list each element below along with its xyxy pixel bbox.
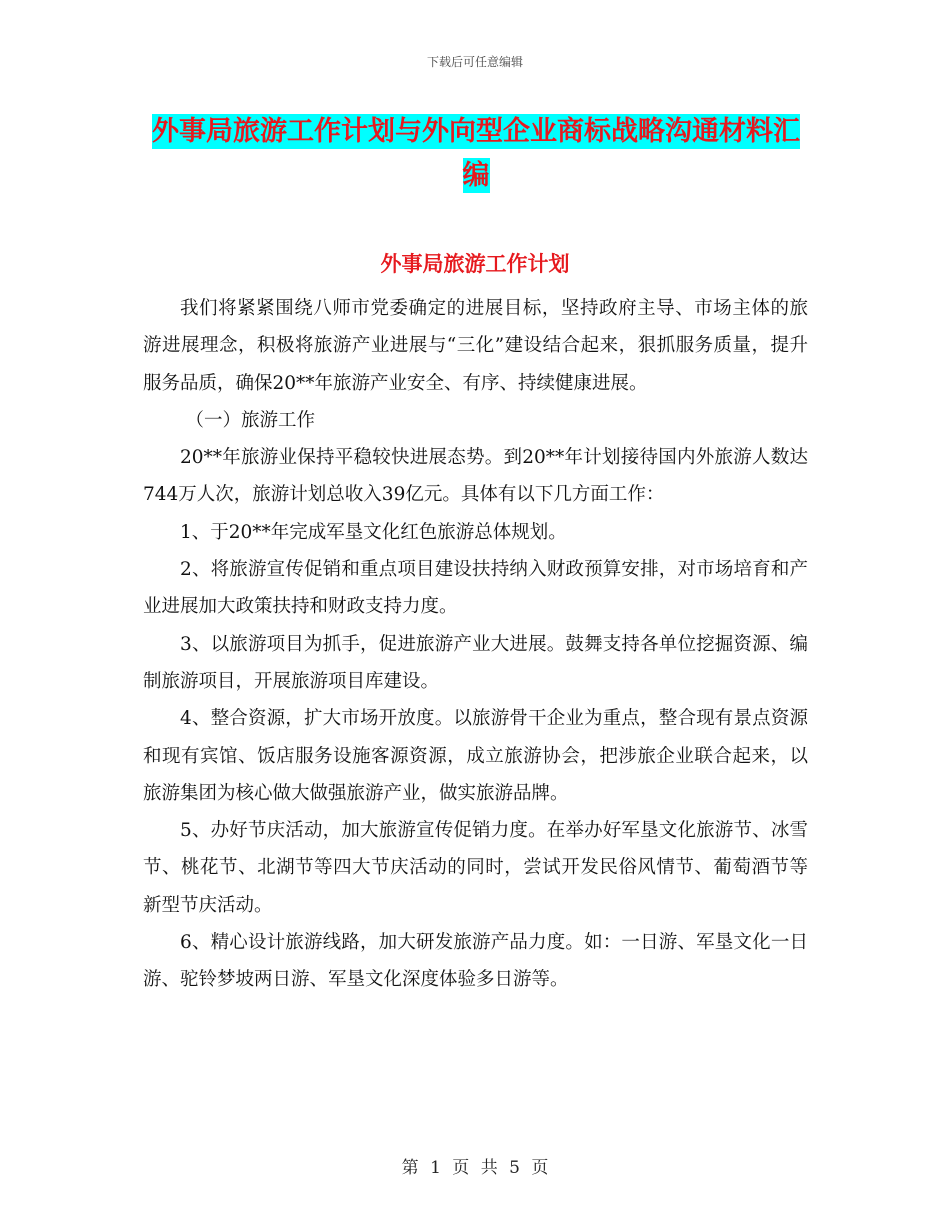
- document-title-text: 外事局旅游工作计划与外向型企业商标战略沟通材料汇编: [152, 116, 800, 191]
- paragraph-item-4: 4、整合资源，扩大市场开放度。以旅游骨干企业为重点，整合现有景点资源和现有宾馆、饭店服务设施客源资源，成立旅游协会，把涉旅企业联合起来，以旅游集团为核心做大做强旅游产业，做实旅游品牌。: [143, 708, 808, 804]
- document-title: [140, 110, 812, 198]
- document-body: [143, 290, 808, 999]
- section-title: 外事局旅游工作计划: [380, 252, 570, 276]
- paragraph-intro: 我们将紧紧围绕八师市党委确定的进展目标，坚持政府主导、市场主体的旅游进展理念，积极将旅游产业进展与“三化”建设结合起来，狠抓服务质量，提升服务品质，确保20**年旅游产业安全、有序、持续健康进展。: [143, 298, 808, 394]
- paragraph-item-2: 2、将旅游宣传促销和重点项目建设扶持纳入财政预算安排，对市场培育和产业进展加大政策扶持和财政支持力度。: [143, 559, 808, 618]
- paragraph-overview: 20**年旅游业保持平稳较快进展态势。到20**年计划接待国内外旅游人数达744万人次，旅游计划总收入39亿元。具体有以下几方面工作：: [143, 447, 808, 506]
- header-note: 下载后可任意编辑: [426, 55, 523, 69]
- paragraph-item-3: 3、以旅游项目为抓手，促进旅游产业大进展。鼓舞支持各单位挖掘资源、编制旅游项目，开展旅游项目库建设。: [143, 633, 808, 692]
- paragraph-subheading: （一）旅游工作: [185, 409, 316, 431]
- paragraph-item-5: 5、办好节庆活动，加大旅游宣传促销力度。在举办好军垦文化旅游节、冰雪节、桃花节、北湖节等四大节庆活动的同时，尝试开发民俗风情节、葡萄酒节等新型节庆活动。: [143, 820, 808, 916]
- paragraph-item-1: 1、于20**年完成军垦文化红色旅游总体规划。: [180, 521, 567, 543]
- page-number-footer: 第 1 页 共 5 页: [401, 1158, 549, 1178]
- paragraph-item-6: 6、精心设计旅游线路，加大研发旅游产品力度。如：一日游、军垦文化一日游、驼铃梦坡两日游、军垦文化深度体验多日游等。: [143, 932, 808, 991]
